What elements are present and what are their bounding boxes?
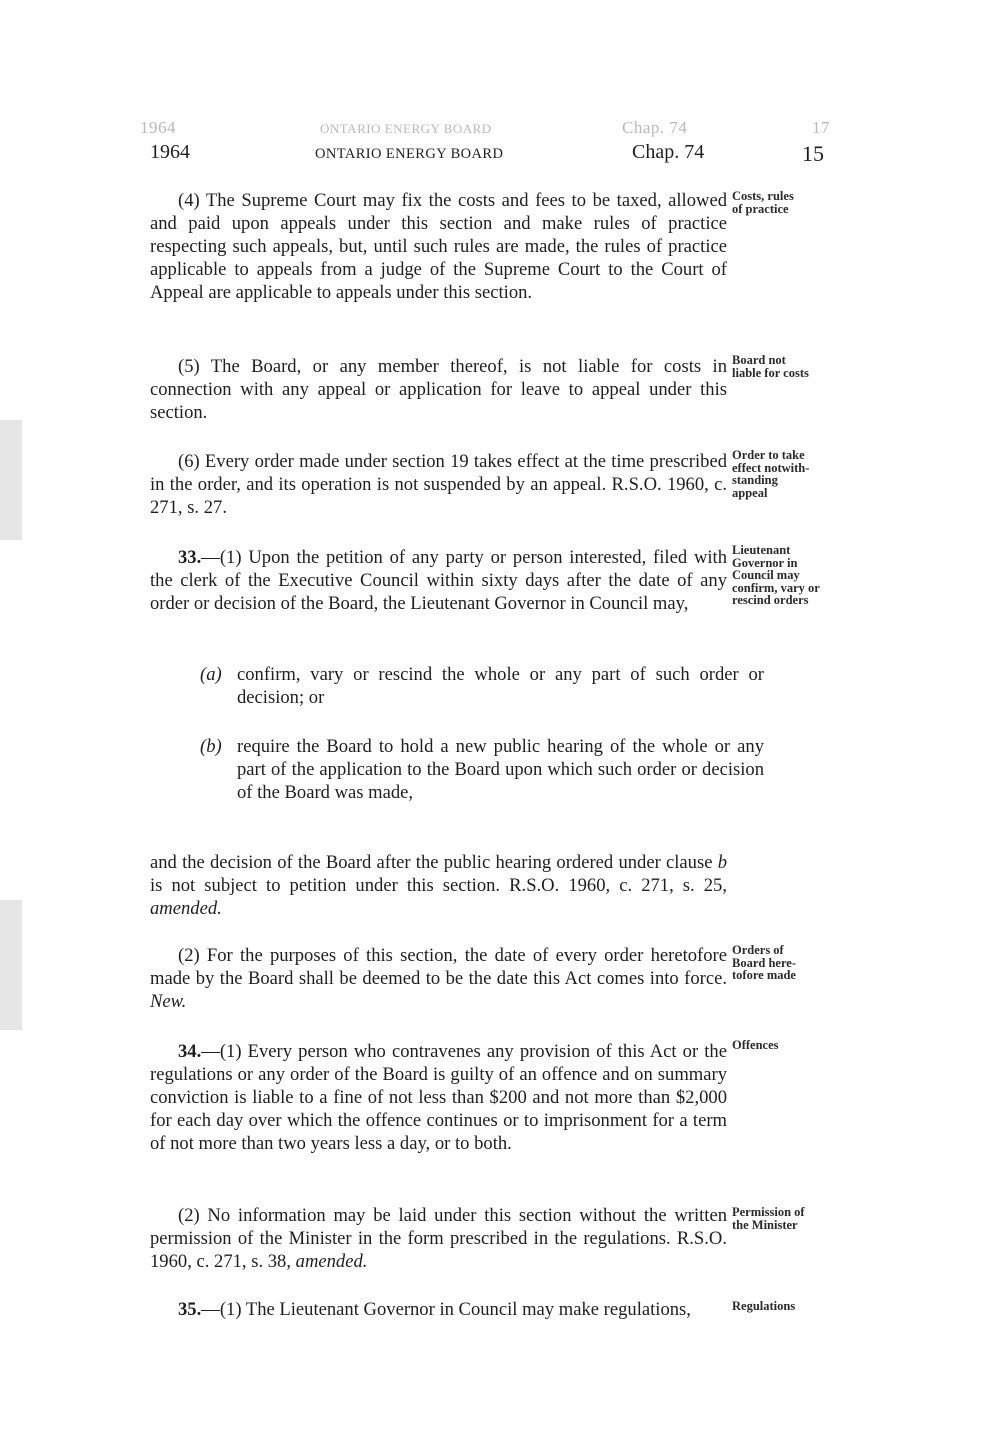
tail-text: and the decision of the Board after the public hearing ordered under clause xyxy=(150,852,718,873)
section-34-1 xyxy=(150,1040,727,1155)
subsection-text: (4) The Supreme Court may fix the costs and fees to be taxed, allowed and paid upon appeals under this section and make rules of practice respecting such appeals, but, until such rules are made, the rules of practice applicable to appeals from a judge of the Supreme Court to the Court of Appeal are applicable to appeals under this section. xyxy=(150,190,727,304)
section-number: 33. xyxy=(178,547,202,568)
subsection-text: (5) The Board, or any member thereof, is not liable for costs in connection with any appeal or application for leave to appeal under this section. xyxy=(150,356,727,424)
left-edge-stain xyxy=(0,900,22,1030)
section-number: 34. xyxy=(178,1041,202,1062)
page-header xyxy=(150,141,840,171)
subsection-text: (6) Every order made under section 19 takes effect at the time prescribed in the order, and its operation is not suspended by an appeal. R.S.O. 1960, c. 271, s. 27. xyxy=(150,451,727,519)
subsection-text: (2) For the purposes of this section, the date of every order heretofore made by the Board shall be deemed to be the date this Act comes into force. xyxy=(150,945,727,990)
amended-note: amended. xyxy=(150,898,222,920)
header-chapter: Chap. 74 xyxy=(632,141,705,163)
margin-note-order-effect: Order to take effect notwith-standing appeal xyxy=(732,448,810,500)
ghost-title: ONTARIO ENERGY BOARD xyxy=(320,121,492,136)
tail-text-2: is not subject to petition under this section. R.S.O. 1960, c. 271, s. 25, xyxy=(150,875,727,897)
subsection-text: (2) No information may be laid under this section without the written permission of the Minister in the form prescribed in the regulations. R.S.O. 1960, c. 271, s. 38, xyxy=(150,1205,727,1273)
tail-clause-ref: b xyxy=(717,852,727,873)
section-text: —(1) Upon the petition of any party or person interested, filed with the clerk of the Executive Council within sixty days after the date of any order or decision of the Board, the Lieutenant Governor in Council may, xyxy=(150,547,727,615)
margin-note-offences: Offences xyxy=(732,1038,779,1052)
margin-note-permission: Permission of the Minister xyxy=(732,1205,805,1232)
clause-label: (a) xyxy=(200,664,222,685)
subsection-33-2 xyxy=(150,944,727,1013)
clause-a xyxy=(200,663,764,709)
margin-note-regulations: Regulations xyxy=(732,1299,796,1313)
section-33-tail xyxy=(150,851,727,920)
left-edge-stain xyxy=(0,420,22,540)
section-33-1 xyxy=(150,546,727,615)
margin-note-costs: Costs, rules of practice xyxy=(732,189,794,216)
section-text: —(1) The Lieutenant Governor in Council may make regulations, xyxy=(201,1299,691,1320)
margin-note-lieutenant-governor: Lieutenant Governor in Council may confirm, vary or rescind orders xyxy=(732,543,820,607)
clause-b xyxy=(200,735,764,804)
section-number: 35. xyxy=(178,1299,202,1320)
header-page-number: 15 xyxy=(802,141,824,166)
ghost-page: 17 xyxy=(812,118,830,137)
margin-note-orders-heretofore: Orders of Board here-tofore made xyxy=(732,943,796,982)
subsection-34-2 xyxy=(150,1204,727,1273)
amended-note: amended. xyxy=(295,1251,368,1273)
subsection-32-4 xyxy=(150,189,727,304)
section-text: —(1) Every person who contravenes any provision of this Act or the regulations or any order of the Board is guilty of an offence and on summary conviction is liable to a fine of not less than $200 and not more than $2,000 for each day over which the offence continues or to imprisonment for a term of not more than two years less a day, or to both. xyxy=(150,1041,727,1155)
clause-label: (b) xyxy=(200,736,222,757)
ghost-year: 1964 xyxy=(140,118,176,137)
section-35-1 xyxy=(150,1298,727,1321)
header-title: ONTARIO ENERGY BOARD xyxy=(315,146,504,162)
new-note: New. xyxy=(150,991,187,1013)
clause-text: confirm, vary or rescind the whole or any part of such order or decision; or xyxy=(237,664,764,709)
subsection-32-6 xyxy=(150,450,727,519)
subsection-32-5 xyxy=(150,355,727,424)
ghost-chap: Chap. 74 xyxy=(622,118,688,137)
header-year: 1964 xyxy=(150,141,190,163)
clause-text: require the Board to hold a new public hearing of the whole or any part of the application to the Board upon which such order or decision of the Board was made, xyxy=(237,736,764,804)
margin-note-board-not-liable: Board not liable for costs xyxy=(732,353,809,380)
